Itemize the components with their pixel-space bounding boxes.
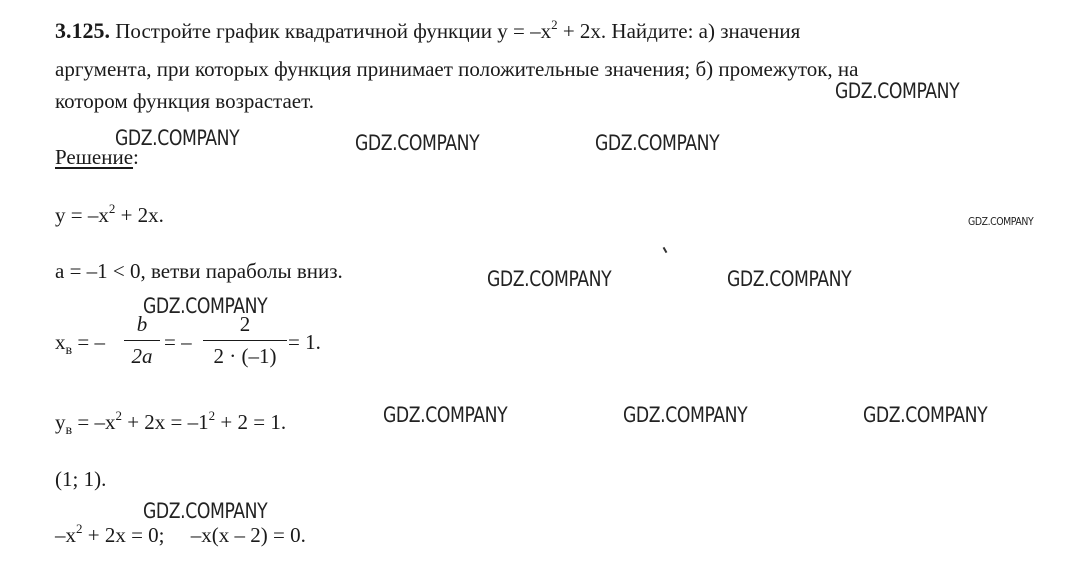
problem-text-1: Постройте график квадратичной функции y = –x (115, 19, 552, 43)
yv-prefix: y (55, 410, 66, 434)
exponent: 2 (551, 17, 558, 32)
watermark: GDZ.COMPANY (595, 131, 720, 155)
watermark: GDZ.COMPANY (143, 499, 268, 523)
problem-text-1-tail: + 2x. Найдите: а) значения (557, 19, 801, 43)
xv-eq1: = – (72, 330, 105, 354)
exponent: 2 (115, 408, 122, 423)
watermark: GDZ.COMPANY (355, 131, 480, 155)
frac2-bar (203, 340, 287, 341)
coefficient-line: a = –1 < 0, ветви параболы вниз. (55, 259, 343, 283)
roots-eq-b: + 2x = 0; –x(x – 2) = 0. (82, 523, 306, 547)
watermark: GDZ.COMPANY (968, 215, 1034, 228)
function-eq-a: y = –x (55, 203, 109, 227)
watermark: GDZ.COMPANY (487, 267, 612, 291)
frac1-numerator: b (136, 312, 148, 336)
watermark: GDZ.COMPANY (623, 403, 748, 427)
vertex-point: (1; 1). (55, 467, 107, 491)
yv-eq-a: = –x (72, 410, 116, 434)
exponent: 2 (76, 521, 83, 536)
function-equation (55, 203, 164, 228)
yv-eq-c: + 2 = 1. (215, 410, 287, 434)
exponent: 2 (108, 201, 116, 216)
solution-heading-colon: : (133, 145, 139, 169)
vertex-x-fraction-1 (124, 312, 160, 369)
problem-line-3: котором функция возрастает. (55, 89, 314, 113)
solution-heading-text: Решение (55, 145, 134, 169)
problem-number: 3.125. (55, 18, 110, 43)
watermark: GDZ.COMPANY (863, 403, 988, 427)
yv-eq-b: + 2x = –1 (121, 410, 209, 434)
problem-line-2: аргумента, при которых функция принимает положительные значения; б) промежуток, на (55, 57, 859, 81)
vertex-y-line (55, 408, 287, 438)
watermark: GDZ.COMPANY (115, 126, 240, 150)
roots-eq-a: –x (55, 523, 76, 547)
yv-sub: в (65, 423, 73, 438)
frac2-denominator: 2 · (–1) (213, 344, 277, 368)
problem-line-1 (55, 16, 800, 46)
exponent: 2 (208, 408, 216, 423)
xv-sub: в (65, 343, 73, 358)
frac1-denominator: 2a (131, 344, 153, 368)
roots-equation (55, 523, 306, 548)
vertex-x-fraction-2 (203, 312, 287, 369)
watermark: GDZ.COMPANY (143, 294, 268, 318)
vertex-x-lead (55, 330, 105, 358)
xv-prefix: x (55, 330, 66, 354)
function-eq-b: + 2x. (115, 203, 164, 227)
vertex-x-mid: = – (164, 330, 192, 354)
vertex-x-result: = 1. (288, 330, 321, 354)
frac1-bar (124, 340, 160, 341)
watermark: GDZ.COMPANY (835, 79, 960, 103)
watermark: GDZ.COMPANY (727, 267, 852, 291)
scan-speck (663, 247, 668, 253)
watermark: GDZ.COMPANY (383, 403, 508, 427)
frac2-numerator: 2 (239, 312, 251, 336)
